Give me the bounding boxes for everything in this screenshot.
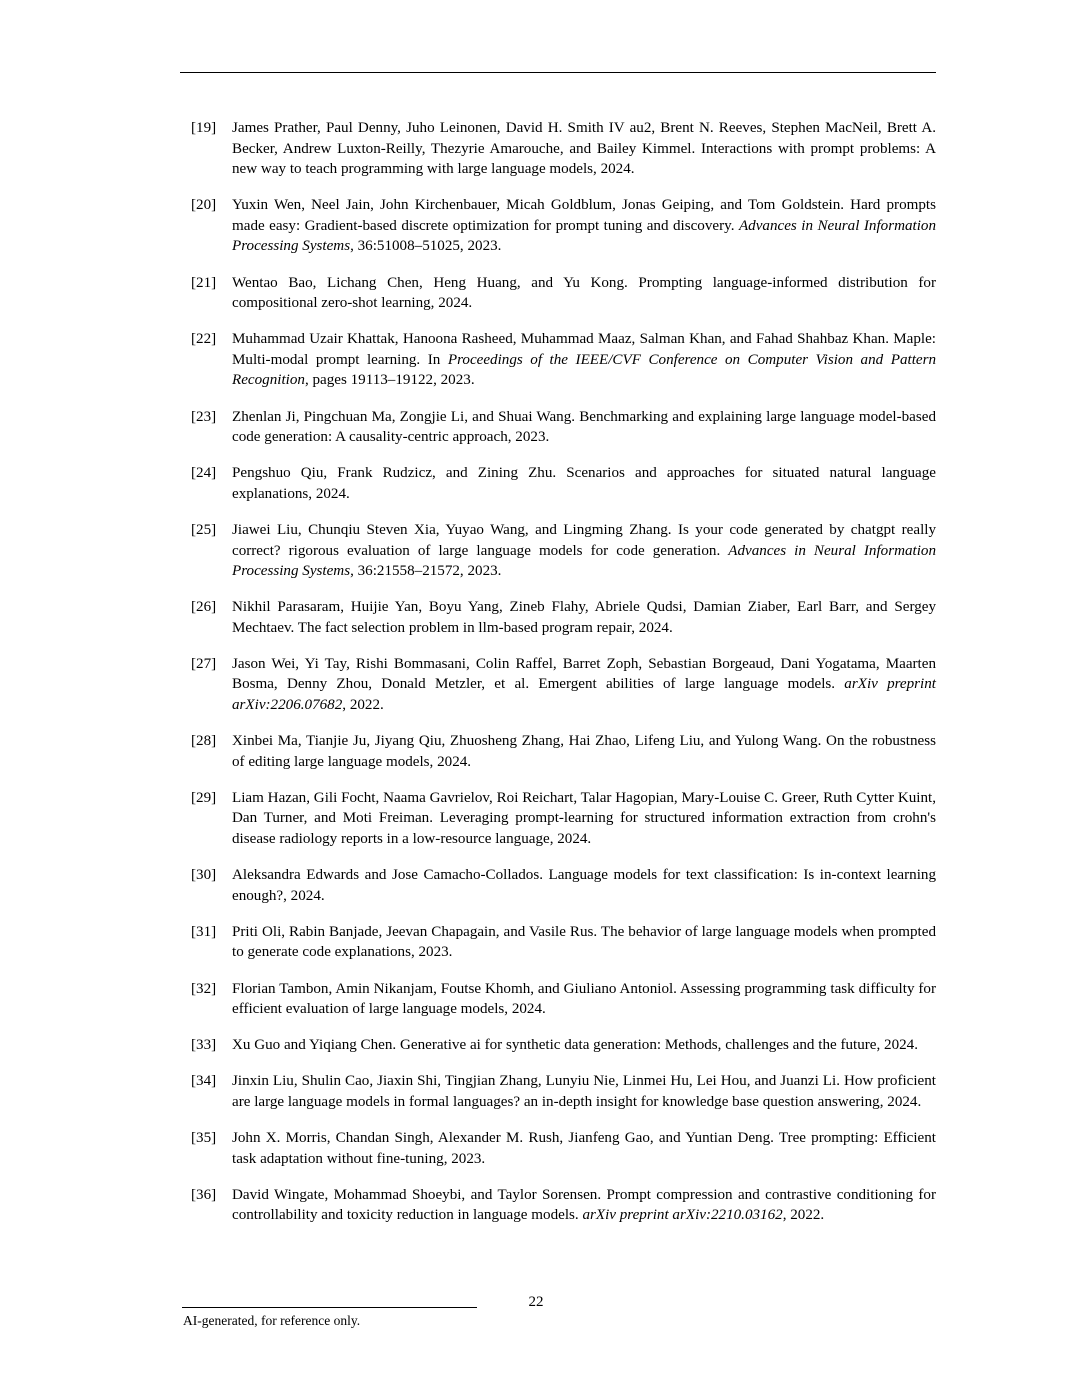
reference-entry <box>186 731 936 772</box>
reference-entry <box>186 865 936 906</box>
references-list <box>186 118 936 1241</box>
reference-entry <box>186 1071 936 1112</box>
reference-text: John X. Morris, Chandan Singh, Alexander M. Rush, Jianfeng Gao, and Yuntian Deng. Tree prompting: Efficient task adaptation without fine-tuning, 2023. <box>232 1129 936 1167</box>
reference-number: [23] <box>191 408 217 425</box>
reference-entry <box>186 463 936 504</box>
reference-entry <box>186 1128 936 1169</box>
reference-number: [28] <box>191 733 217 750</box>
reference-entry <box>186 520 936 582</box>
header-divider <box>180 72 936 73</box>
reference-number: [30] <box>191 867 217 884</box>
reference-text: Priti Oli, Rabin Banjade, Jeevan Chapagain, and Vasile Rus. The behavior of large language models when prompted to generate code explanations, 2023. <box>232 923 936 961</box>
reference-number: [21] <box>191 274 217 291</box>
reference-text: David Wingate, Mohammad Shoeybi, and Taylor Sorensen. Prompt compression and contrastive conditioning for controllability and toxicity reduction in language models. arXiv preprint arXiv:2210.03162, 2022. <box>232 1186 936 1224</box>
reference-number: [29] <box>191 789 217 806</box>
reference-entry <box>186 1185 936 1226</box>
reference-number: [33] <box>191 1037 217 1054</box>
reference-text: Muhammad Uzair Khattak, Hanoona Rasheed, Muhammad Maaz, Salman Khan, and Fahad Shahbaz Khan. Maple: Multi-modal prompt learning. In Proceedings of the IEEE/CVF Conference on Computer Vision and Pattern Recognition, pages 19113–19122, 2023. <box>232 331 937 389</box>
footnote-text: AI-generated, for reference only. <box>183 1313 361 1328</box>
reference-text: Liam Hazan, Gili Focht, Naama Gavrielov, Roi Reichart, Talar Hagopian, Mary-Louise C. Greer, Ruth Cytter Kuint, Dan Turner, and Moti Freiman. Leveraging prompt-learning for structured information extraction from crohn's disease radiology reports in a low-resource language, 2024. <box>232 789 936 848</box>
reference-number: [36] <box>191 1186 217 1203</box>
reference-text: James Prather, Paul Denny, Juho Leinonen, David H. Smith IV au2, Brent N. Reeves, Stephen MacNeil, Brett A. Becker, Andrew Luxton-Reilly, Thezyrie Amarouche, and Bailey Kimmel. Interactions with prompt problems: A new way to teach programming with large language models, 2024. <box>232 120 936 178</box>
reference-text: Jason Wei, Yi Tay, Rishi Bommasani, Colin Raffel, Barret Zoph, Sebastian Borgeaud, Dani Yogatama, Maarten Bosma, Denny Zhou, Donald Metzler, et al. Emergent abilities of large language models. arXiv preprint arXiv:2206.07682, 2022. <box>232 655 936 714</box>
reference-number: [19] <box>191 120 217 136</box>
reference-entry <box>186 922 936 963</box>
page-number: 22 <box>528 1294 544 1310</box>
reference-number: [25] <box>191 521 217 538</box>
reference-text: Pengshuo Qiu, Frank Rudzicz, and Zining Zhu. Scenarios and approaches for situated natural language explanations, 2024. <box>232 465 936 502</box>
reference-text: Wentao Bao, Lichang Chen, Heng Huang, and Yu Kong. Prompting language-informed distribution for compositional zero-shot learning, 2024. <box>232 274 936 312</box>
reference-text: Zhenlan Ji, Pingchuan Ma, Zongjie Li, and Shuai Wang. Benchmarking and explaining large language model-based code generation: A causality-centric approach, 2023. <box>232 408 936 446</box>
reference-entry <box>186 1035 936 1056</box>
reference-text: Jiawei Liu, Chunqiu Steven Xia, Yuyao Wang, and Lingming Zhang. Is your code generated by chatgpt really correct? rigorous evaluation of large language models for code generation. Advances in Neural Information Processing Systems, 36:21558–21572, 2023. <box>232 521 936 580</box>
reference-entry <box>186 118 936 180</box>
reference-entry <box>186 654 936 716</box>
reference-entry <box>186 788 936 850</box>
reference-number: [24] <box>191 465 217 482</box>
reference-text: Xu Guo and Yiqiang Chen. Generative ai for synthetic data generation: Methods, challenges and the future, 2024. <box>232 1037 919 1054</box>
reference-number: [31] <box>191 923 217 940</box>
footnote-divider <box>182 1307 477 1308</box>
reference-text: Yuxin Wen, Neel Jain, John Kirchenbauer, Micah Goldblum, Jonas Geiping, and Tom Goldstein. Hard prompts made easy: Gradient-based discrete optimization for prompt tuning and discovery. Advances in Neural Information Processing Systems, 36:51008–51025, 2023. <box>232 197 937 255</box>
reference-text: Nikhil Parasaram, Huijie Yan, Boyu Yang, Zineb Flahy, Abriele Qudsi, Damian Ziaber, Earl Barr, and Sergey Mechtaev. The fact selection problem in llm-based program repair, 2024. <box>232 599 936 636</box>
reference-number: [22] <box>191 331 217 348</box>
reference-text: Xinbei Ma, Tianjie Ju, Jiyang Qiu, Zhuosheng Zhang, Hai Zhao, Lifeng Liu, and Yulong Wang. On the robustness of editing large language models, 2024. <box>232 733 936 770</box>
reference-entry <box>186 329 936 391</box>
reference-number: [27] <box>191 655 217 672</box>
reference-text: Jinxin Liu, Shulin Cao, Jiaxin Shi, Tingjian Zhang, Lunyiu Nie, Linmei Hu, Lei Hou, and Juanzi Li. How proficient are large language models in formal languages? an in-depth insight for knowledge base question answering, 2024. <box>232 1073 936 1110</box>
reference-entry <box>186 979 936 1020</box>
reference-number: [26] <box>191 599 217 616</box>
reference-entry <box>186 273 936 314</box>
reference-number: [32] <box>191 980 217 997</box>
reference-entry <box>186 597 936 638</box>
reference-number: [20] <box>191 197 217 214</box>
reference-number: [35] <box>191 1129 217 1146</box>
reference-text: Aleksandra Edwards and Jose Camacho-Collados. Language models for text classification: Is in-context learning enough?, 2024. <box>232 867 936 904</box>
reference-number: [34] <box>191 1073 217 1090</box>
reference-text: Florian Tambon, Amin Nikanjam, Foutse Khomh, and Giuliano Antoniol. Assessing programming task difficulty for efficient evaluation of large language models, 2024. <box>232 980 936 1018</box>
reference-entry <box>186 195 936 257</box>
reference-entry <box>186 407 936 448</box>
